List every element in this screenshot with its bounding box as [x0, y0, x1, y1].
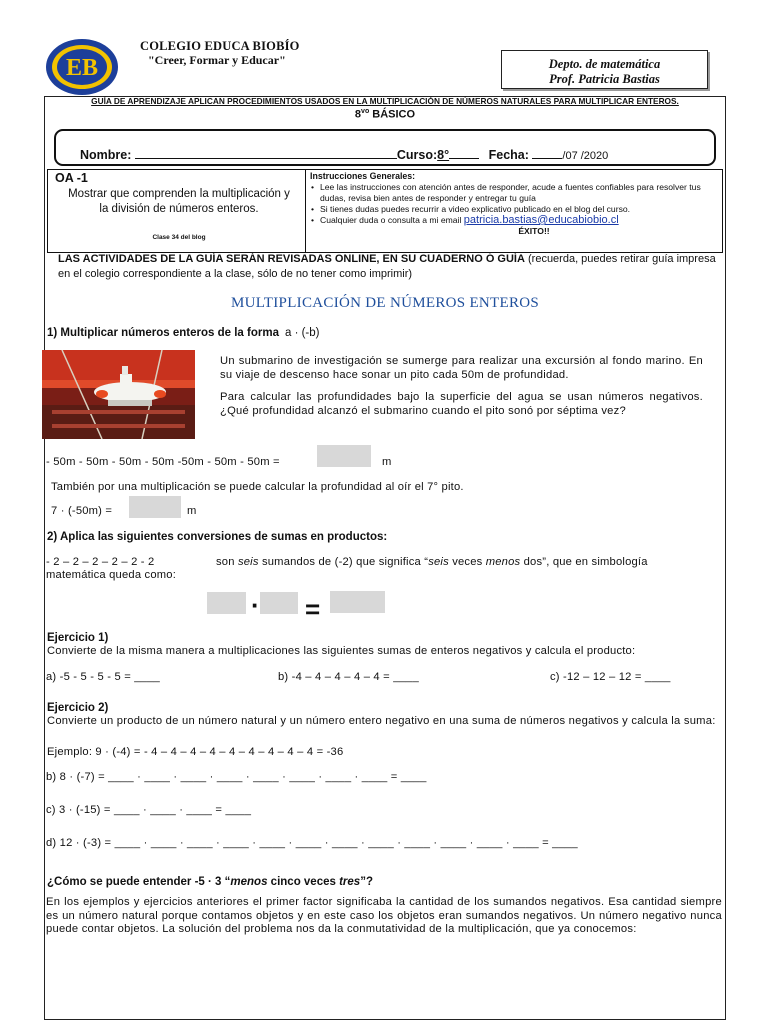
teacher-name: Prof. Patricia Bastias — [549, 72, 660, 86]
school-name: COLEGIO EDUCA BIOBÍO — [140, 39, 300, 53]
instructions-cell — [310, 171, 718, 237]
grade-label: $8^{vo}$ BÁSICO — [354, 108, 416, 121]
exercise1-instruction: Convierte de la misma manera a multiplicaciones las siguientes sumas de enteros negativos y calcula el producto: — [47, 645, 636, 657]
answer-box-factor2[interactable] — [260, 592, 298, 614]
answer-box-factor1[interactable] — [207, 592, 246, 614]
curso-value: 8° — [437, 148, 450, 162]
fecha-day-field[interactable] — [532, 147, 562, 159]
sum-explanation-2: matemática queda como: — [46, 569, 177, 581]
sum-explanation: son seis sumandos de (-2) que significa “seis veces menos dos”, que en simbología — [216, 556, 648, 568]
mult-line: 7 · (-50m) = — [51, 505, 113, 517]
logo-initials: EB — [65, 55, 99, 81]
instructions-header: Instrucciones Generales: — [310, 171, 416, 181]
school-logo — [44, 37, 120, 97]
instruction-item: • Cualquier duda o consulta a mi email patricia.bastias@educabiobio.cl — [310, 215, 718, 226]
guide-title: GUÍA DE APRENDIZAJE APLICAN PROCEDIMIENTOS USADOS EN LA MULTIPLICACIÓN DE NÚMEROS NATURALES PARA MULTIPLICAR ENTEROS. — [91, 96, 679, 106]
unit-m-2: m — [187, 505, 197, 517]
final-paragraph: En los ejemplos y ejercicios anteriores el primer factor significaba la cantidad de los sumandos negativos. Esa cantidad siempre es un número natural porque contamos objetos y en este caso los objetos eran sumandos negativos. Un número negativo nunca puede contar objetos. La solución del problema nos da la conmutatividad de la multiplicación, que ya conocemos: — [46, 896, 722, 935]
section1-heading: 1) Multiplicar números enteros de la forma a · (-b) — [47, 327, 320, 339]
instruction-item: • Lee las instrucciones con atención antes de responder, acude a fuentes confiables para resolver tus dudas, revisa bien antes de responder y entregar tu guía — [310, 182, 718, 204]
instruction-item: • Si tienes dudas puedes recurrir a video explicativo publicado en el blog del curso. — [310, 204, 718, 215]
exercise2-d: d) 12 · (-3) = ____ · ____ · ____ · ____ · ____ · ____ · ____ · ____ · ____ · ____ · ____ · ____ = ____ — [46, 837, 578, 849]
activities-notice: LAS ACTIVIDADES DE LA GUÍA SERÁN REVISADAS ONLINE, EN SU CUADERNO Ó GUÍA (recuerda, puedes retirar guía impresa en el colegio correspondiente a la clase, sólo de no tener como imprimir) — [58, 253, 716, 280]
submarine-photo — [42, 350, 195, 439]
exercise2-example: Ejemplo: 9 · (-4) = - 4 – 4 – 4 – 4 – 4 – 4 – 4 – 4 – 4 = -36 — [47, 746, 344, 758]
student-info-box — [54, 129, 716, 166]
nombre-field[interactable] — [135, 147, 397, 159]
main-title: MULTIPLICACIÓN DE NÚMEROS ENTEROS — [230, 295, 540, 311]
exito-text: ÉXITO!! — [518, 226, 550, 236]
fecha-value: /07 /2020 — [562, 150, 609, 162]
section2-heading: 2) Aplica las siguientes conversiones de sumas en productos: — [47, 531, 388, 543]
submarine-paragraph-2: Para calcular las profundidades bajo la superficie del agua se usan números negativos. ¿Qué profundidad alcanzó el submarino cuando el pito sonó por séptima vez? — [220, 391, 703, 417]
sum-line: - 50m - 50m - 50m - 50m -50m - 50m - 50m = — [46, 456, 280, 468]
exercise1-c: c) -12 – 12 – 12 = ____ — [550, 671, 671, 683]
curso-label: Curso: — [396, 148, 438, 162]
fecha-label: Fecha: — [488, 148, 529, 162]
class-note: Clase 34 del blog — [152, 234, 206, 241]
oa-text: Mostrar que comprenden la multiplicación y la división de números enteros. — [68, 188, 290, 215]
teacher-email-link[interactable]: patricia.bastias@educabiobio.cl — [463, 214, 619, 226]
exercise2-title: Ejercicio 2) — [47, 702, 109, 714]
nombre-label: Nombre: — [80, 148, 132, 162]
exercise1-a: a) -5 - 5 - 5 - 5 = ____ — [46, 671, 160, 683]
also-text: También por una multiplicación se puede calcular la profundidad al oír el 7° pito. — [51, 481, 464, 493]
equals-operator: = — [305, 594, 321, 624]
objectives-table — [47, 169, 723, 253]
unit-m: m — [382, 456, 392, 468]
oa-code: OA -1 — [55, 171, 88, 185]
answer-box-product[interactable] — [330, 591, 385, 613]
exercise2-instruction: Convierte un producto de un número natural y un número entero negativo en una suma de números negativos y calcula la suma: — [47, 715, 716, 727]
answer-box-mult[interactable] — [129, 496, 181, 518]
conceptual-question: ¿Cómo se puede entender -5 · 3 “menos cinco veces tres”? — [47, 876, 373, 888]
sum-example: - 2 – 2 – 2 – 2 – 2 - 2 — [46, 556, 155, 568]
department-name: Depto. de matemática — [548, 57, 661, 71]
department-box — [501, 50, 708, 89]
exercise1-title: Ejercicio 1) — [47, 632, 109, 644]
curso-field[interactable] — [449, 147, 479, 159]
school-motto: "Creer, Formar y Educar" — [148, 53, 286, 67]
answer-box-sum[interactable] — [317, 445, 371, 467]
exercise2-c: c) 3 · (-15) = ____ · ____ · ____ = ____ — [46, 804, 252, 816]
dot-operator: · — [251, 590, 260, 620]
oa-cell — [48, 170, 306, 252]
submarine-paragraph-1: Un submarino de investigación se sumerge para realizar una excursión al fondo marino. En su viaje de descenso hace sonar un pito cada 50m de profundidad. — [220, 355, 703, 381]
exercise1-b: b) -4 – 4 – 4 – 4 – 4 = ____ — [278, 671, 419, 683]
exercise2-b: b) 8 · (-7) = ____ · ____ · ____ · ____ · ____ · ____ · ____ · ____ = ____ — [46, 771, 427, 783]
